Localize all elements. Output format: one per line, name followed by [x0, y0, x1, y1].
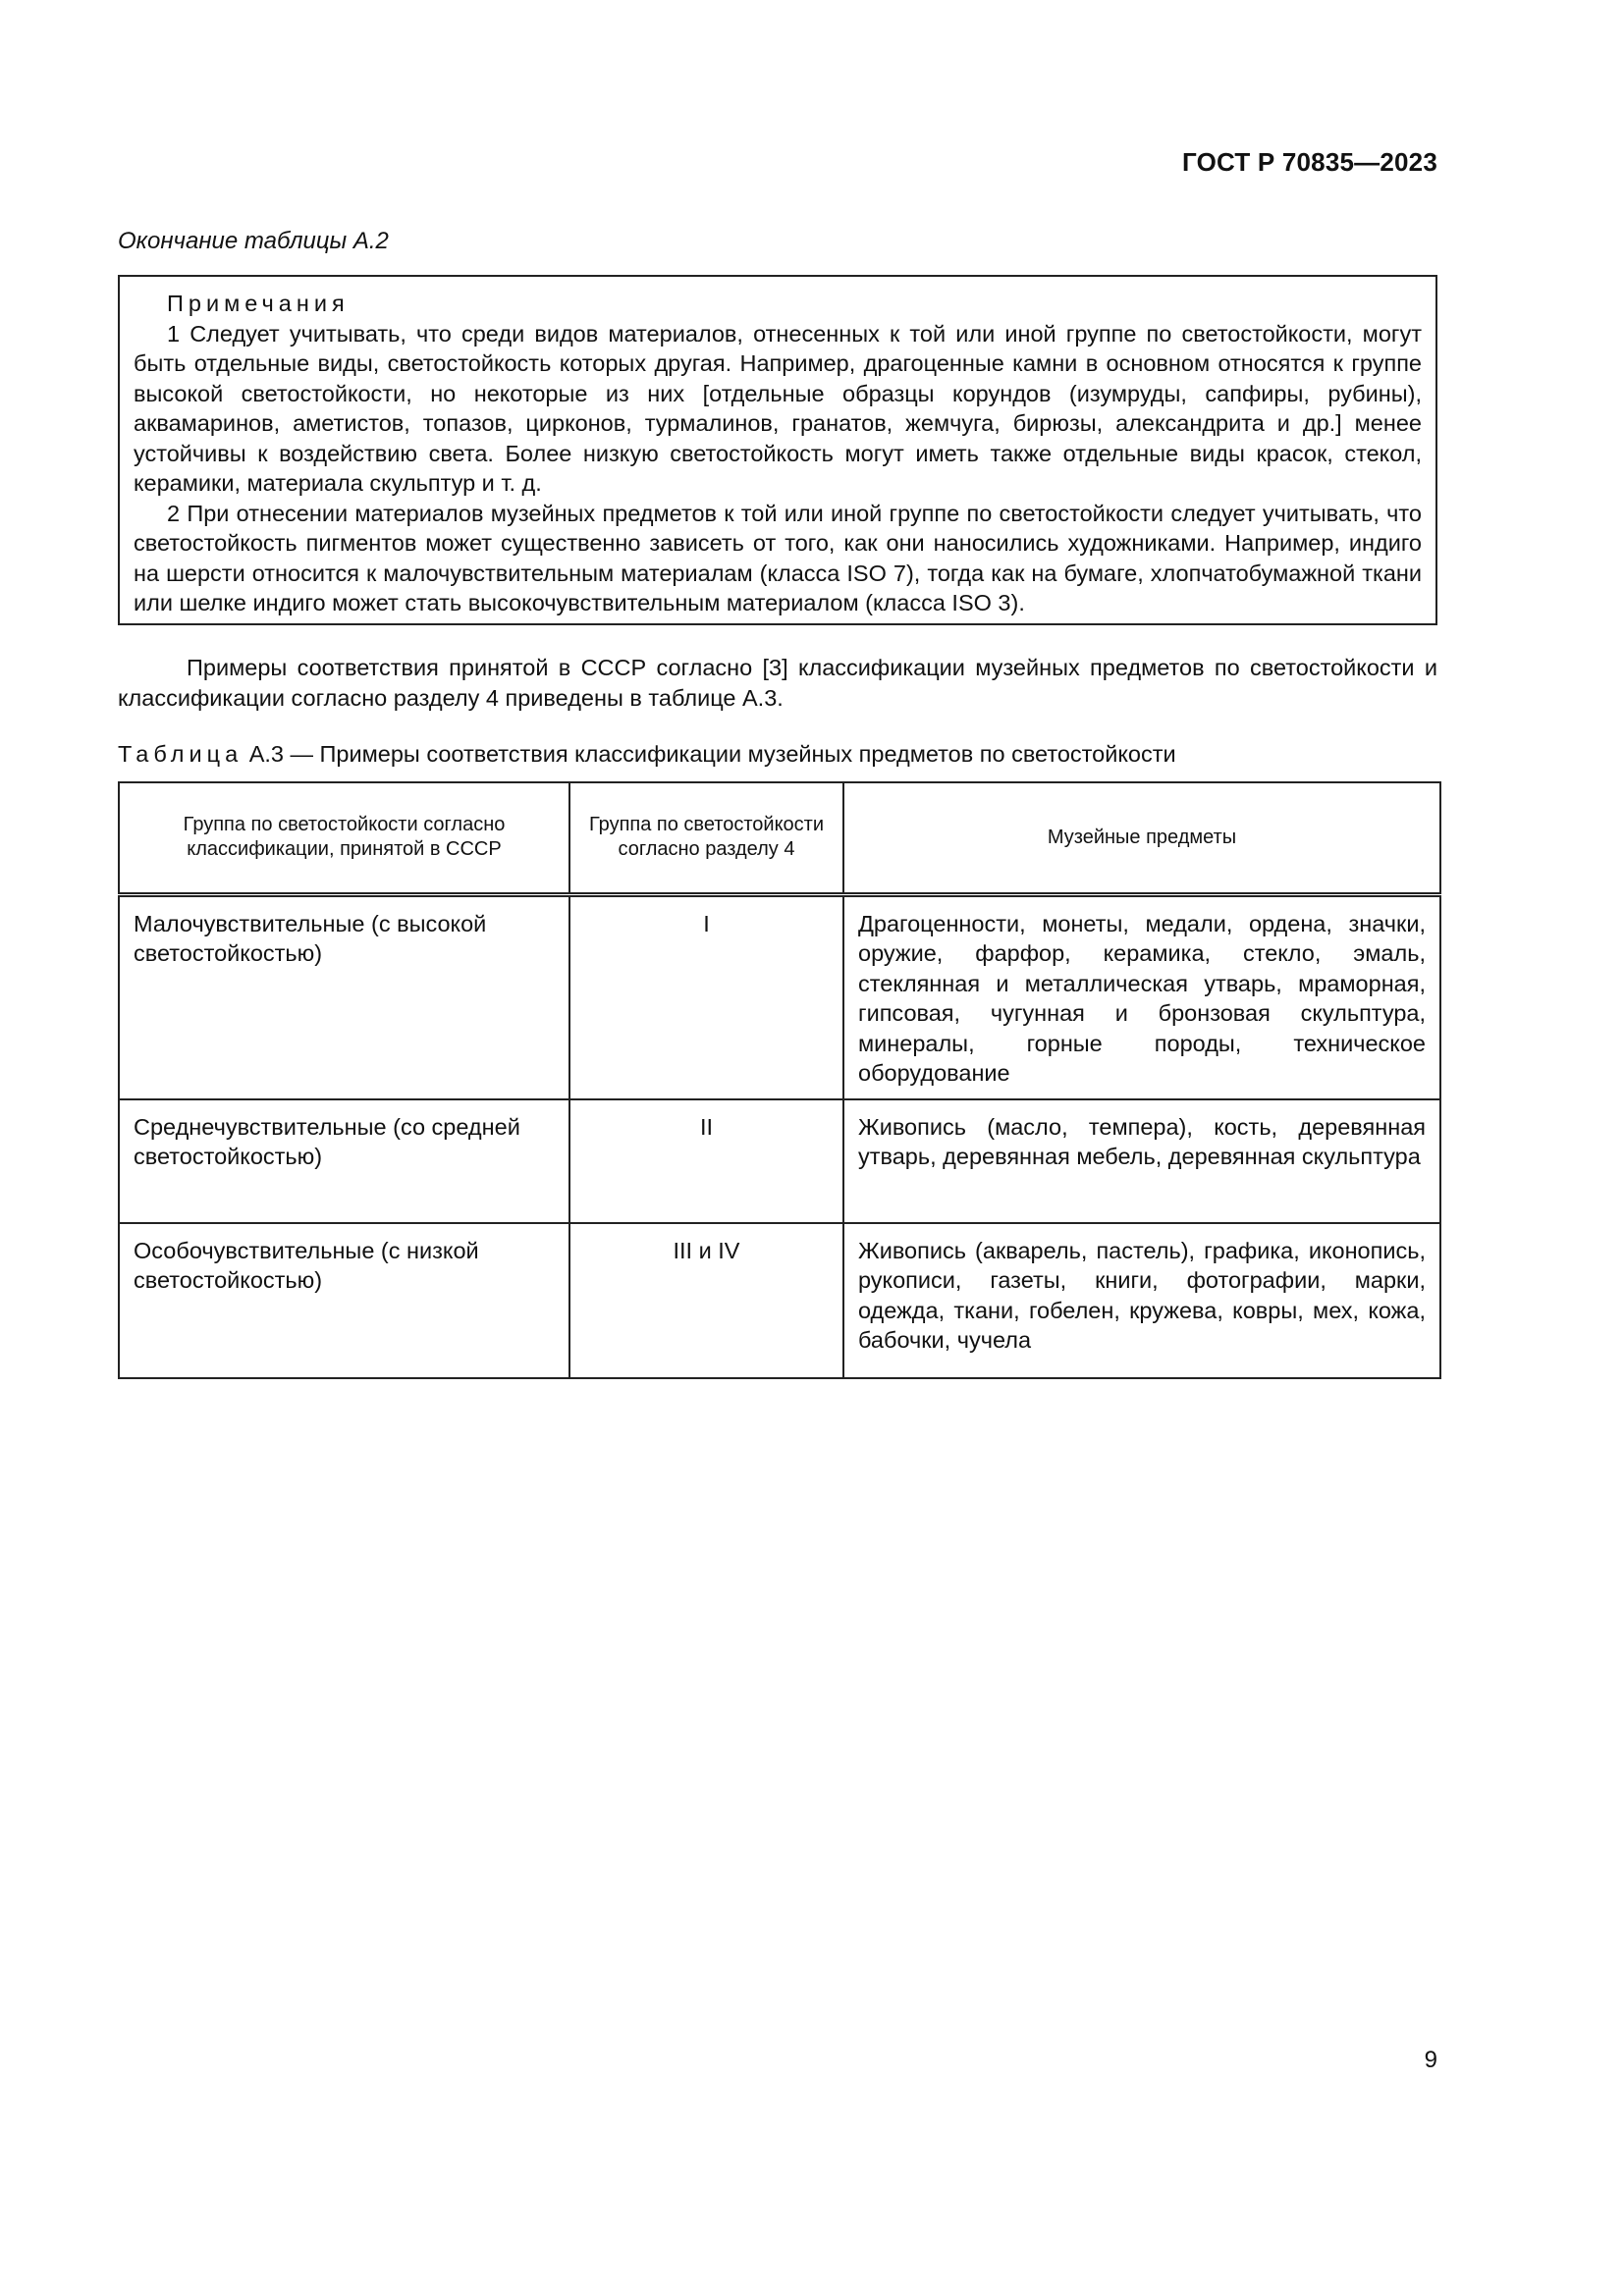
document-code: ГОСТ Р 70835—2023	[1182, 147, 1437, 177]
cell-ussr-group: Особочувствительные (с низкой светостойкостью)	[119, 1223, 569, 1378]
intro-paragraph: Примеры соответствия принятой в СССР согласно [3] классификации музейных предметов по светостойкости и классификации согласно разделу 4 приведены в таблице А.3.	[118, 655, 1437, 711]
header-museum-items: Музейные предметы	[843, 782, 1440, 894]
table-caption-label: Таблица	[118, 741, 244, 767]
notes-title: Примечания	[167, 291, 350, 316]
header-section4-group: Группа по светостойкости согласно разделу 4	[569, 782, 843, 894]
classification-table	[118, 781, 1441, 1379]
cell-section4-group: II	[569, 1099, 843, 1223]
table-row	[119, 894, 1440, 1099]
cell-ussr-group: Малочувствительные (с высокой светостойкостью)	[119, 894, 569, 1099]
cell-section4-group: I	[569, 894, 843, 1099]
table-caption	[118, 741, 1176, 768]
note-item: 1 Следует учитывать, что среди видов материалов, отнесенных к той или иной группе по светостойкости, могут быть отдельные виды, светостойкость которых другая. Например, драгоценные камни в основном относятся к группе высокой светостойкости, но некоторые из них [отдельные образцы корундов (изумруды, сапфиры, рубины), аквамаринов, аметистов, топазов, цирконов, турмалинов, гранатов, жемчуга, бирюзы, александрита и др.] менее устойчивы к воздействию света. Более низкую светостойкость могут иметь также отдельные виды красок, стекол, керамики, материала скульптур и т. д.	[134, 320, 1422, 496]
cell-ussr-group: Среднечувствительные (со средней светостойкостью)	[119, 1099, 569, 1223]
notes-box	[118, 275, 1437, 625]
table-header-row	[119, 782, 1440, 894]
page-number: 9	[1424, 2047, 1437, 2073]
header-ussr-group: Группа по светостойкости согласно классификации, принятой в СССР	[119, 782, 569, 894]
table-caption-text: А.3 — Примеры соответствия классификации музейных предметов по светостойкости	[248, 741, 1176, 767]
note-item: 2 При отнесении материалов музейных предметов к той или иной группе по светостойкости следует учитывать, что светостойкость пигментов может существенно зависеть от того, как они наносились художниками. Например, индиго на шерсти относится к малочувствительным материалам (класса ISO 7), тогда как на бумаге, хлопчатобумажной ткани или шелке индиго может стать высокочувствительным материалом (класса ISO 3).	[134, 500, 1422, 615]
table-row	[119, 1099, 1440, 1223]
cell-museum-items: Живопись (акварель, пастель), графика, иконопись, рукописи, газеты, книги, фотографии, марки, одежда, ткани, гобелен, кружева, ковры, мех, кожа, бабочки, чучела	[843, 1223, 1440, 1378]
cell-section4-group: III и IV	[569, 1223, 843, 1378]
cell-museum-items: Живопись (масло, темпера), кость, деревянная утварь, деревянная мебель, деревянная скульптура	[843, 1099, 1440, 1223]
table-row	[119, 1223, 1440, 1378]
table-continuation-label: Окончание таблицы А.2	[118, 228, 389, 254]
cell-museum-items: Драгоценности, монеты, медали, ордена, значки, оружие, фарфор, керамика, стекло, эмаль, стеклянная и металлическая утварь, мраморная, гипсовая, чугунная и бронзовая скульптура, минералы, горные породы, техническое оборудование	[843, 894, 1440, 1099]
